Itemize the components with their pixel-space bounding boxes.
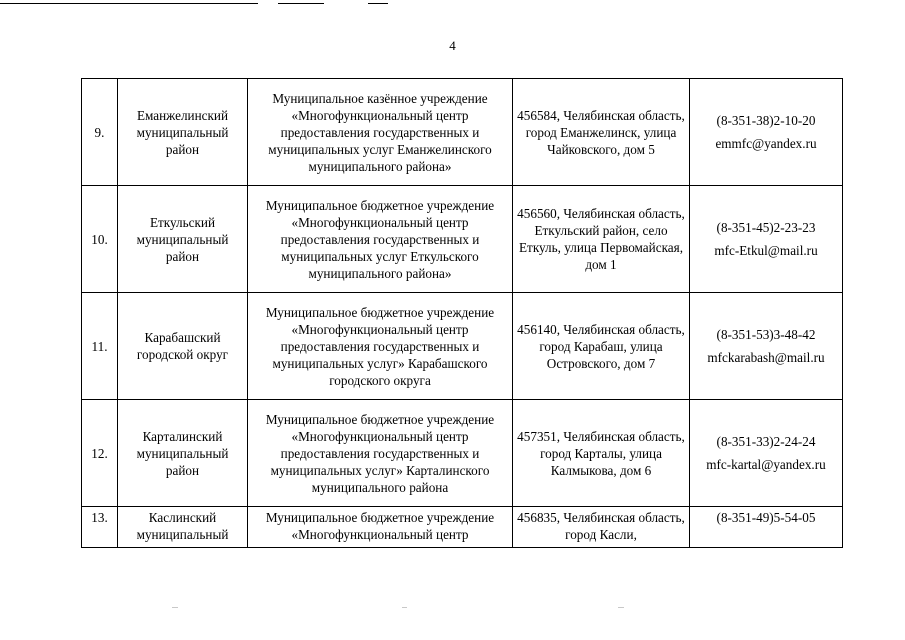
district-name: Еткульский муниципальный район (118, 186, 248, 293)
table-row (82, 186, 843, 293)
scan-top-line-short (368, 3, 388, 4)
contacts (690, 507, 843, 548)
phone: (8-351-38)2-10-20 (716, 113, 816, 128)
row-number: 10. (82, 186, 118, 293)
page-number: 4 (449, 38, 456, 53)
institution-name: Муниципальное бюджетное учреждение «Многофункциональный центр (248, 507, 513, 548)
institution-name: Муниципальное казённое учреждение «Многофункциональный центр предоставления государственных и муниципальных услуг Еманжелинского муниципального района» (248, 79, 513, 186)
address: 456835, Челябинская область, город Касли, (513, 507, 690, 548)
scan-top-line-short (278, 3, 324, 4)
email: emmfc@yandex.ru (715, 136, 817, 151)
phone: (8-351-45)2-23-23 (716, 220, 816, 235)
phone: (8-351-33)2-24-24 (716, 434, 816, 449)
row-number: 13. (82, 507, 118, 548)
email: mfc-Etkul@mail.ru (714, 243, 818, 258)
institution-name: Муниципальное бюджетное учреждение «Многофункциональный центр предоставления государственных и муниципальных услуг» Карталинского муниципального района (248, 400, 513, 507)
row-number: 12. (82, 400, 118, 507)
scan-bottom-mark (618, 607, 624, 608)
table-row (82, 507, 843, 548)
district-name: Карабашский городской округ (118, 293, 248, 400)
address: 456140, Челябинская область, город Карабаш, улица Островского, дом 7 (513, 293, 690, 400)
district-name: Каслинский муниципальный (118, 507, 248, 548)
address: 456560, Челябинская область, Еткульский район, село Еткуль, улица Первомайская, дом 1 (513, 186, 690, 293)
table-row (82, 400, 843, 507)
table-row (82, 293, 843, 400)
district-name: Еманжелинский муниципальный район (118, 79, 248, 186)
contacts (690, 79, 843, 186)
district-name: Карталинский муниципальный район (118, 400, 248, 507)
address: 456584, Челябинская область, город Еманжелинск, улица Чайковского, дом 5 (513, 79, 690, 186)
scan-bottom-mark (172, 607, 178, 608)
scan-bottom-mark (402, 607, 407, 608)
phone: (8-351-53)3-48-42 (716, 327, 816, 342)
table-row (82, 79, 843, 186)
address: 457351, Челябинская область, город Карталы, улица Калмыкова, дом 6 (513, 400, 690, 507)
contacts (690, 186, 843, 293)
mfc-table (81, 78, 843, 548)
phone: (8-351-49)5-54-05 (716, 510, 816, 525)
row-number: 11. (82, 293, 118, 400)
contacts (690, 400, 843, 507)
row-number: 9. (82, 79, 118, 186)
institution-name: Муниципальное бюджетное учреждение «Многофункциональный центр предоставления государственных и муниципальных услуг Еткульского муниципального района» (248, 186, 513, 293)
scan-top-line (0, 3, 258, 4)
contacts (690, 293, 843, 400)
institution-name: Муниципальное бюджетное учреждение «Многофункциональный центр предоставления государственных и муниципальных услуг» Карабашского городского округа (248, 293, 513, 400)
email: mfckarabash@mail.ru (707, 350, 825, 365)
email: mfc-kartal@yandex.ru (706, 457, 826, 472)
